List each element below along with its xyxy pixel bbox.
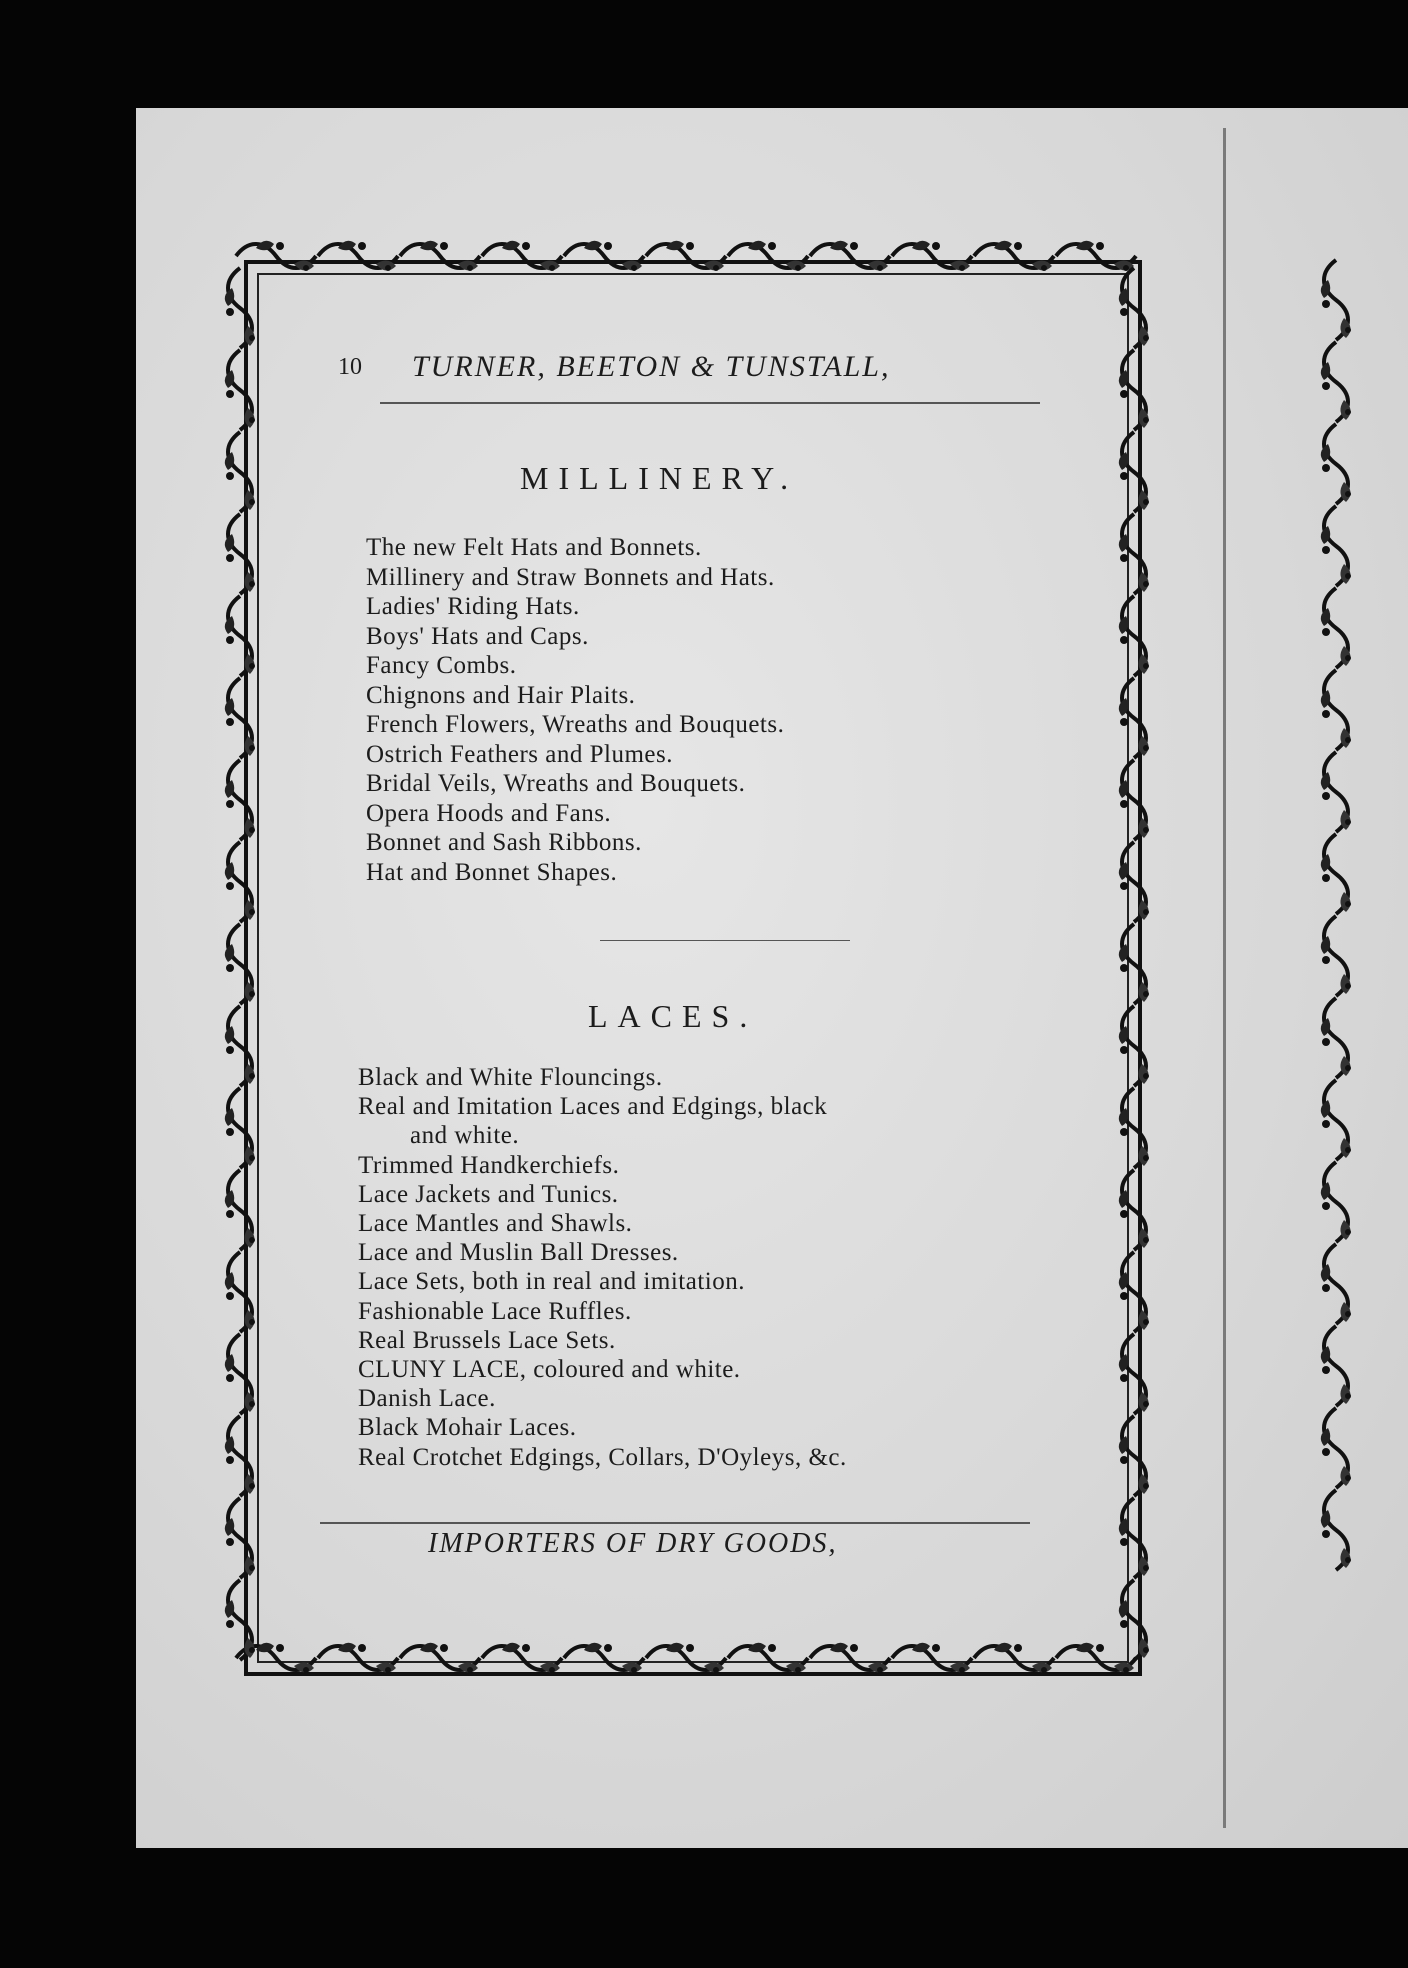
running-title: TURNER, BEETON & TUNSTALL, <box>412 350 891 383</box>
vine-ornament <box>225 432 255 512</box>
vine-ornament <box>1321 506 1351 586</box>
vine-ornament <box>1321 1244 1351 1324</box>
page-header <box>338 350 1038 398</box>
vine-ornament <box>225 350 255 430</box>
vine-ornament <box>974 1643 1054 1673</box>
vine-ornament <box>1119 432 1149 512</box>
border-bottom <box>236 1643 1136 1673</box>
vine-ornament <box>1119 1252 1149 1332</box>
vine-ornament <box>1321 752 1351 832</box>
vine-ornament <box>1119 1580 1149 1660</box>
vine-ornament <box>225 760 255 840</box>
laces-item: Lace and Muslin Ball Dresses. <box>358 1239 679 1267</box>
vine-ornament <box>564 241 644 271</box>
vine-ornament <box>974 241 1054 271</box>
vine-ornament <box>1119 1416 1149 1496</box>
vine-ornament <box>1321 998 1351 1078</box>
vine-ornament <box>1321 834 1351 914</box>
laces-item: Real Crotchet Edgings, Collars, D'Oyleys, &c. <box>358 1443 847 1471</box>
laces-item: Black Mohair Laces. <box>358 1414 577 1442</box>
vine-ornament <box>1321 1490 1351 1570</box>
millinery-item: Bridal Veils, Wreaths and Bouquets. <box>366 770 746 797</box>
laces-item: Real Brussels Lace Sets. <box>358 1326 616 1354</box>
page-number: 10 <box>338 354 362 380</box>
vine-ornament <box>225 596 255 676</box>
vine-ornament <box>1321 1080 1351 1160</box>
vine-ornament <box>1321 260 1351 340</box>
vine-ornament <box>318 1643 398 1673</box>
vine-ornament <box>892 1643 972 1673</box>
millinery-item: Bonnet and Sash Ribbons. <box>366 829 642 856</box>
millinery-item: Ostrich Feathers and Plumes. <box>366 740 674 768</box>
vine-ornament <box>225 1088 255 1168</box>
vine-ornament <box>1119 1334 1149 1414</box>
vine-ornament <box>646 1643 726 1673</box>
vine-ornament <box>1321 588 1351 668</box>
laces-item: Lace Mantles and Shawls. <box>358 1210 633 1237</box>
laces-item: Black and White Flouncings. <box>358 1064 663 1091</box>
laces-item: Lace Sets, both in real and imitation. <box>358 1268 745 1296</box>
millinery-item: Hat and Bonnet Shapes. <box>366 858 618 886</box>
vine-ornament <box>1119 1170 1149 1250</box>
vine-ornament <box>400 241 480 271</box>
vine-ornament <box>1119 1006 1149 1086</box>
vine-ornament <box>1119 596 1149 676</box>
laces-title: LACES. <box>588 998 758 1034</box>
millinery-item: Opera Hoods and Fans. <box>366 799 612 827</box>
vine-ornament <box>1321 424 1351 504</box>
section-divider <box>600 940 850 941</box>
vine-ornament <box>225 842 255 922</box>
laces-item: Fashionable Lace Ruffles. <box>358 1297 632 1325</box>
laces-item: Real and Imitation Laces and Edgings, black <box>358 1093 828 1121</box>
vine-ornament <box>1056 1643 1136 1673</box>
header-rule <box>380 402 1040 404</box>
border-left <box>225 268 255 1660</box>
vine-ornament <box>225 1334 255 1414</box>
vine-ornament <box>1321 916 1351 996</box>
vine-ornament <box>225 1170 255 1250</box>
vine-ornament <box>1119 268 1149 348</box>
vine-ornament <box>564 1643 644 1673</box>
vine-ornament <box>225 268 255 348</box>
millinery-item: Chignons and Hair Plaits. <box>366 681 636 709</box>
vine-ornament <box>1119 1498 1149 1578</box>
millinery-item: Millinery and Straw Bonnets and Hats. <box>366 563 775 591</box>
laces-item: Danish Lace. <box>358 1385 496 1413</box>
vine-ornament <box>225 678 255 758</box>
vine-ornament <box>1321 1162 1351 1242</box>
vine-ornament <box>1321 342 1351 422</box>
vine-ornament <box>646 241 726 271</box>
vine-ornament <box>1119 514 1149 594</box>
vine-ornament <box>1119 760 1149 840</box>
vine-ornament <box>1056 241 1136 271</box>
laces-item: CLUNY LACE, coloured and white. <box>358 1356 741 1383</box>
laces-item: and white. <box>410 1122 520 1150</box>
vine-ornament <box>225 514 255 594</box>
vine-ornament <box>892 241 972 271</box>
vine-ornament <box>1119 1088 1149 1168</box>
vine-ornament <box>728 1643 808 1673</box>
vine-ornament <box>810 241 890 271</box>
vine-ornament <box>1119 924 1149 1004</box>
vine-ornament <box>1321 670 1351 750</box>
vine-ornament <box>400 1643 480 1673</box>
millinery-item: Boys' Hats and Caps. <box>366 622 589 650</box>
millinery-item: Fancy Combs. <box>366 652 517 679</box>
border-right <box>1119 268 1149 1660</box>
vine-ornament <box>1321 1326 1351 1406</box>
border-top <box>236 241 1136 271</box>
vine-ornament <box>1119 350 1149 430</box>
vine-ornament <box>225 1006 255 1086</box>
footer-text: IMPORTERS OF DRY GOODS, <box>428 1528 838 1559</box>
laces-item: Lace Jackets and Tunics. <box>358 1180 619 1208</box>
vine-ornament <box>225 1498 255 1578</box>
vine-ornament <box>728 241 808 271</box>
vine-ornament <box>225 924 255 1004</box>
next-page-border-fragment <box>1321 260 1351 1570</box>
footer-rule <box>320 1522 1030 1524</box>
vine-ornament <box>482 241 562 271</box>
millinery-item: French Flowers, Wreaths and Bouquets. <box>366 711 785 738</box>
vine-ornament <box>1119 842 1149 922</box>
vine-ornament <box>1321 1408 1351 1488</box>
millinery-item: The new Felt Hats and Bonnets. <box>366 534 702 561</box>
laces-item: Trimmed Handkerchiefs. <box>358 1151 620 1179</box>
vine-ornament <box>318 241 398 271</box>
vine-ornament <box>1119 678 1149 758</box>
millinery-item: Ladies' Riding Hats. <box>366 593 580 620</box>
vine-ornament <box>225 1580 255 1660</box>
vine-ornament <box>225 1416 255 1496</box>
vine-ornament <box>810 1643 890 1673</box>
vine-ornament <box>482 1643 562 1673</box>
millinery-title: MILLINERY. <box>520 460 799 496</box>
vine-ornament <box>225 1252 255 1332</box>
